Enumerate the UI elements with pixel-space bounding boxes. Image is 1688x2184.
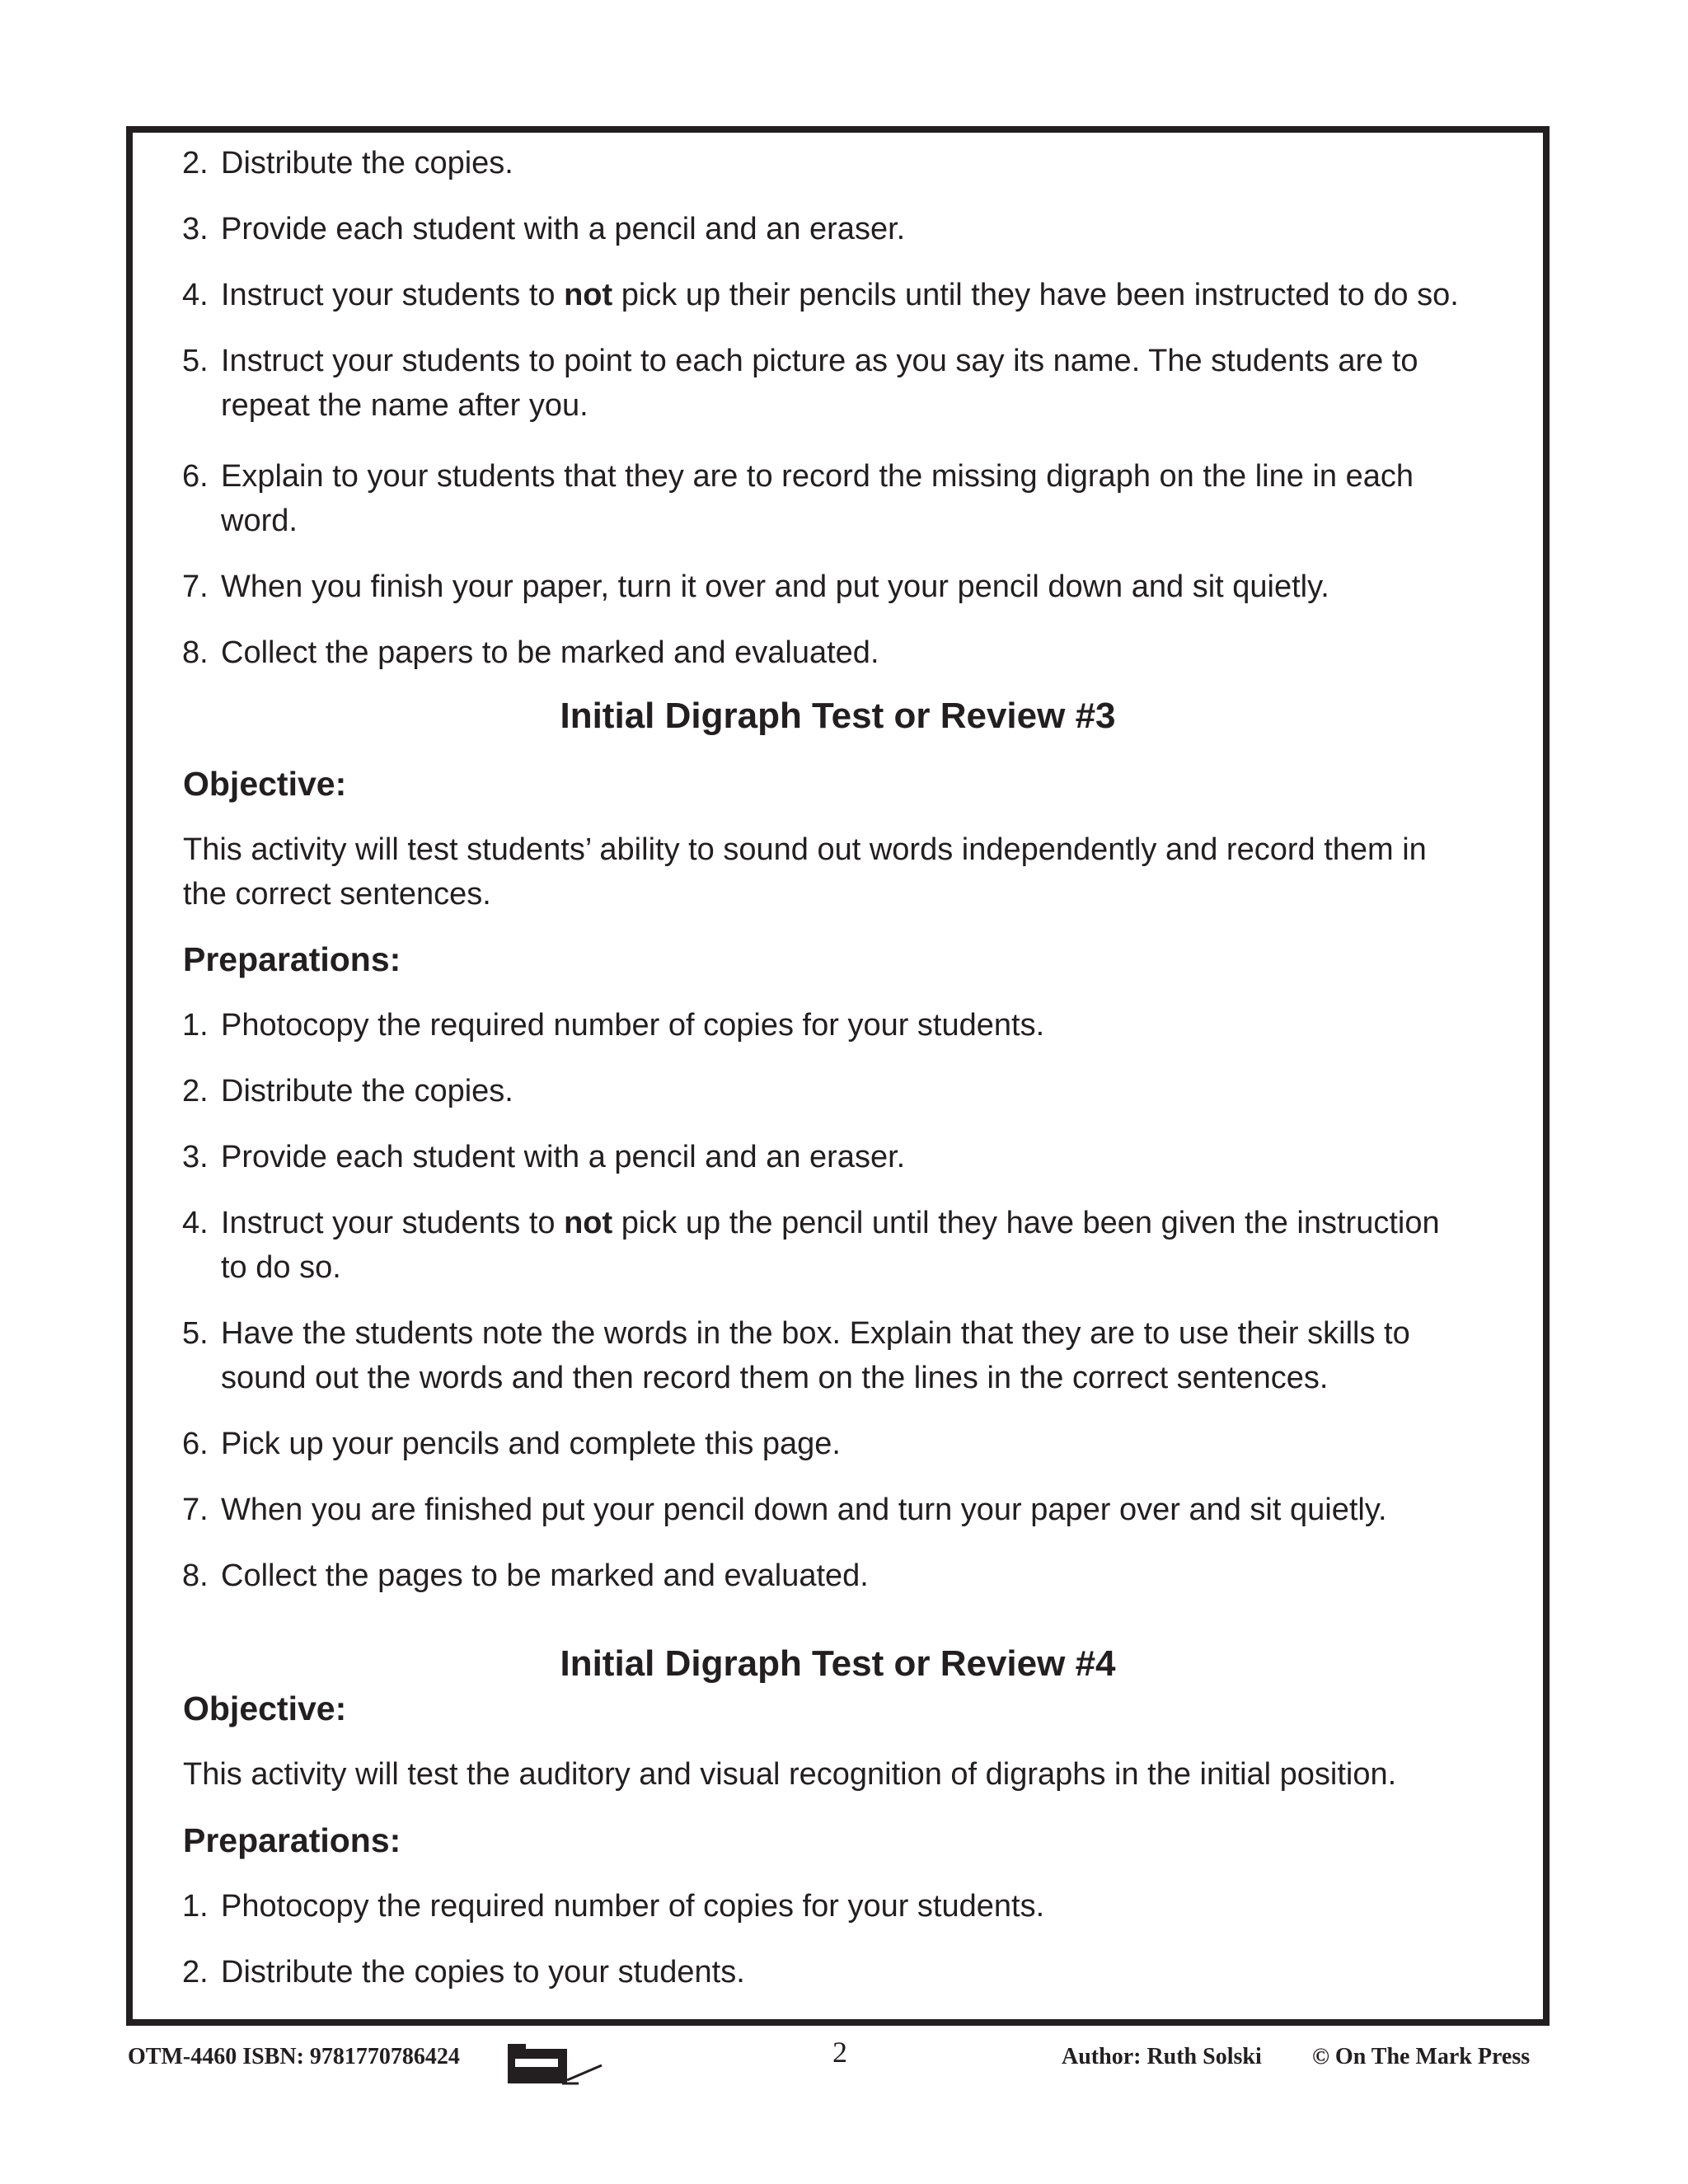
section-heading: Initial Digraph Test or Review #4 [560, 1643, 1116, 1684]
preparations-label: Preparations: [183, 1821, 401, 1859]
list-item-continuation: word. [221, 504, 298, 538]
objective-text: This activity will test students’ ability to sound out words independently and record them in [183, 832, 1427, 867]
photocopier-icon [504, 2039, 603, 2103]
list-item: 5. Have the students note the words in the box. Explain that they are to use their skills to [182, 1316, 1410, 1351]
list-item: 6. Pick up your pencils and complete this page. [182, 1427, 841, 1461]
list-item: 2. Distribute the copies to your students. [182, 1955, 745, 1990]
list-item: 7. When you are finished put your pencil down and turn your paper over and sit quietly. [182, 1493, 1387, 1527]
objective-label: Objective: [183, 765, 347, 803]
list-item: 5. Instruct your students to point to each picture as you say its name. The students are to [182, 344, 1418, 378]
footer-publisher: © On The Mark Press [1312, 2044, 1531, 2069]
list-item-continuation: sound out the words and then record them on the lines in the correct sentences. [221, 1361, 1329, 1395]
list-item: 1. Photocopy the required number of copies for your students. [182, 1008, 1045, 1043]
list-item-continuation: to do so. [221, 1250, 341, 1285]
list-item: 2. Distribute the copies. [182, 146, 513, 180]
list-item: 7. When you finish your paper, turn it over and put your pencil down and sit quietly. [182, 569, 1329, 604]
list-item: 8. Collect the pages to be marked and evaluated. [182, 1558, 869, 1593]
objective-text: the correct sentences. [183, 877, 491, 912]
list-item: 8. Collect the papers to be marked and evaluated. [182, 635, 879, 670]
list-item: 4. Instruct your students to not pick up their pencils until they have been instructed to do so. [182, 278, 1459, 312]
list-item: 3. Provide each student with a pencil and an eraser. [182, 1140, 906, 1174]
footer-code-isbn: OTM-4460 ISBN: 9781770786424 [128, 2044, 460, 2069]
list-item: 2. Distribute the copies. [182, 1074, 513, 1108]
section-heading: Initial Digraph Test or Review #3 [560, 696, 1116, 736]
preparations-label: Preparations: [183, 940, 401, 978]
list-item-continuation: repeat the name after you. [221, 388, 588, 423]
footer-author: Author: Ruth Solski [1062, 2044, 1262, 2069]
list-item: 6. Explain to your students that they are to record the missing digraph on the line in each [182, 459, 1414, 494]
objective-label: Objective: [183, 1690, 347, 1727]
list-item: 4. Instruct your students to not pick up the pencil until they have been given the instruction [182, 1206, 1440, 1240]
list-item: 3. Provide each student with a pencil and an eraser. [182, 212, 906, 246]
objective-text: This activity will test the auditory and visual recognition of digraphs in the initial position. [183, 1757, 1397, 1792]
list-item: 1. Photocopy the required number of copies for your students. [182, 1889, 1045, 1924]
page-number: 2 [832, 2036, 847, 2069]
